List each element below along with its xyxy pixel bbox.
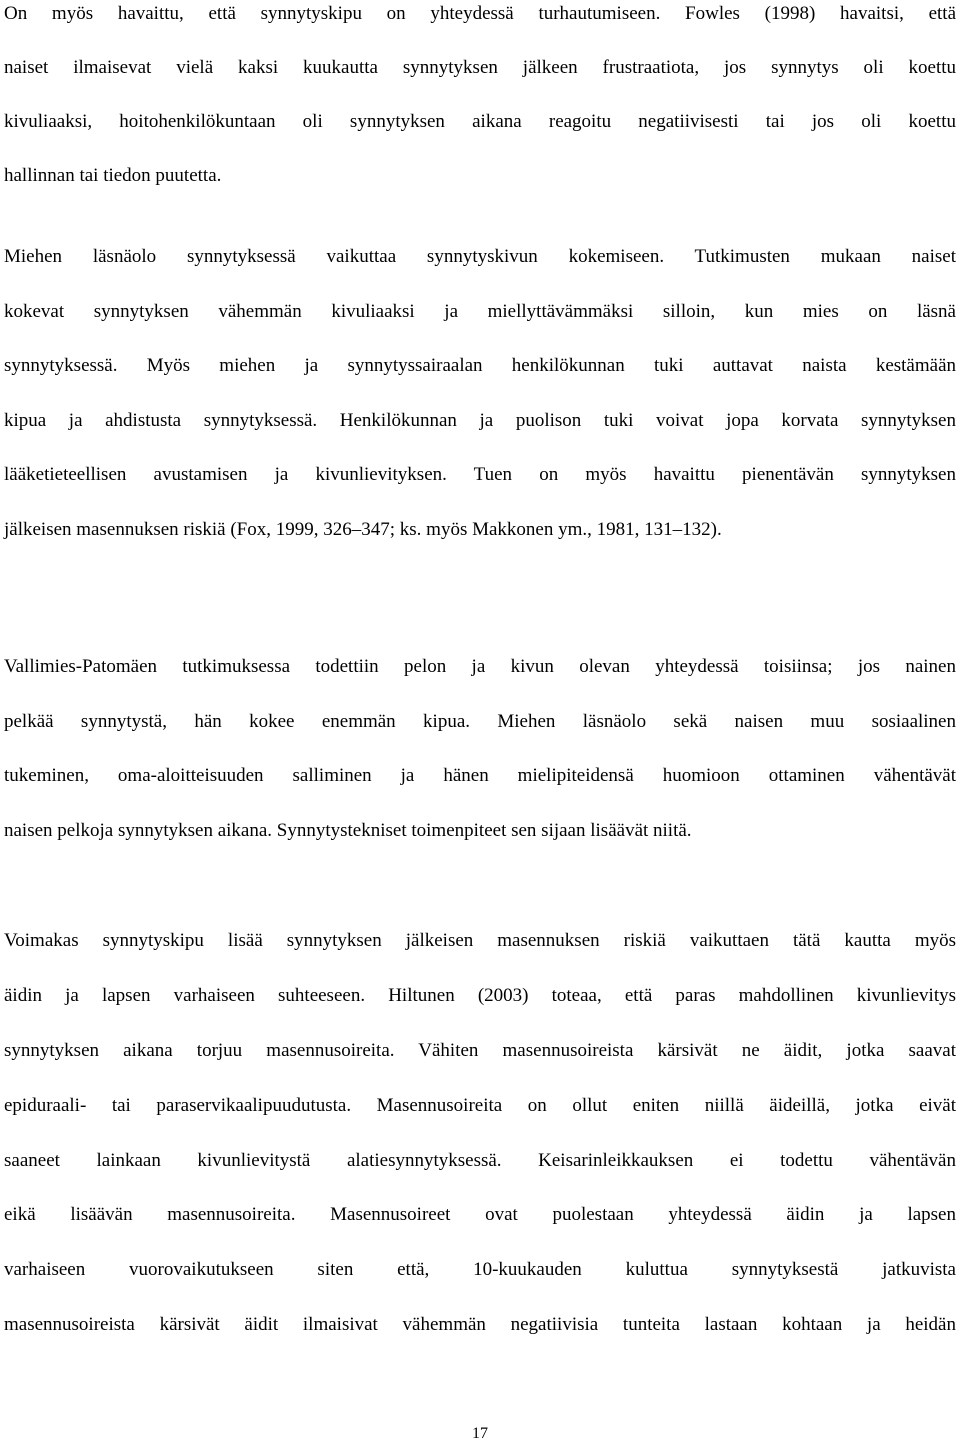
paragraph-line: jälkeisen masennuksen riskiä (Fox, 1999, 326–347; ks. myös Makkonen ym., 1981, 131–132). xyxy=(4,519,722,540)
paragraph-line: lääketieteellisen avustamisen ja kivunlievityksen. Tuen on myös havaittu pienentävän synnytyksen xyxy=(4,464,956,485)
paragraph-line: varhaiseen vuorovaikutukseen siten että, 10-kuukauden kuluttua synnytyksestä jatkuvista xyxy=(4,1259,956,1280)
paragraph-line: eikä lisäävän masennusoireita. Masennusoireet ovat puolestaan yhteydessä äidin ja lapsen xyxy=(4,1204,956,1225)
paragraph-line: naisen pelkoja synnytyksen aikana. Synnytystekniset toimenpiteet sen sijaan lisäävät niitä. xyxy=(4,820,692,841)
paragraph-line: Vallimies-Patomäen tutkimuksessa todettiin pelon ja kivun olevan yhteydessä toisiinsa; jos nainen xyxy=(4,656,956,677)
paragraph-line: äidin ja lapsen varhaiseen suhteeseen. Hiltunen (2003) toteaa, että paras mahdollinen kivunlievitys xyxy=(4,985,956,1006)
paragraph-line: Miehen läsnäolo synnytyksessä vaikuttaa synnytyskivun kokemiseen. Tutkimusten mukaan naiset xyxy=(4,246,956,267)
paragraph-line: pelkää synnytystä, hän kokee enemmän kipua. Miehen läsnäolo sekä naisen muu sosiaalinen xyxy=(4,711,956,732)
paragraph-line: saaneet lainkaan kivunlievitystä alatiesynnytyksessä. Keisarinleikkauksen ei todettu vähentävän xyxy=(4,1150,956,1171)
paragraph-line: synnytyksen aikana torjuu masennusoireita. Vähiten masennusoireista kärsivät ne äidit, jotka saavat xyxy=(4,1040,956,1061)
paragraph-line: kokevat synnytyksen vähemmän kivuliaaksi ja miellyttävämmäksi silloin, kun mies on läsnä xyxy=(4,301,956,322)
page-number: 17 xyxy=(472,1425,488,1442)
paragraph-line: naiset ilmaisevat vielä kaksi kuukautta synnytyksen jälkeen frustraatiota, jos synnytys oli koettu xyxy=(4,57,956,78)
paragraph-line: masennusoireista kärsivät äidit ilmaisivat vähemmän negatiivisia tunteita lastaan kohtaan ja heidän xyxy=(4,1314,956,1335)
paragraph-line: Voimakas synnytyskipu lisää synnytyksen jälkeisen masennuksen riskiä vaikuttaen tätä kautta myös xyxy=(4,930,956,951)
paragraph-line: On myös havaittu, että synnytyskipu on yhteydessä turhautumiseen. Fowles (1998) havaitsi, että xyxy=(4,3,956,24)
paragraph-line: synnytyksessä. Myös miehen ja synnytyssairaalan henkilökunnan tuki auttavat naista kestämään xyxy=(4,355,956,376)
paragraph-line: hallinnan tai tiedon puutetta. xyxy=(4,165,222,186)
paragraph-line: kivuliaaksi, hoitohenkilökuntaan oli synnytyksen aikana reagoitu negatiivisesti tai jos oli koettu xyxy=(4,111,956,132)
paragraph-line: kipua ja ahdistusta synnytyksessä. Henkilökunnan ja puolison tuki voivat jopa korvata synnytyksen xyxy=(4,410,956,431)
paragraph-line: tukeminen, oma-aloitteisuuden salliminen ja hänen mielipiteidensä huomioon ottaminen vähentävät xyxy=(4,765,956,786)
paragraph-line: epiduraali- tai paraservikaalipuudutusta. Masennusoireita on ollut eniten niillä äideillä, jotka eivät xyxy=(4,1095,956,1116)
